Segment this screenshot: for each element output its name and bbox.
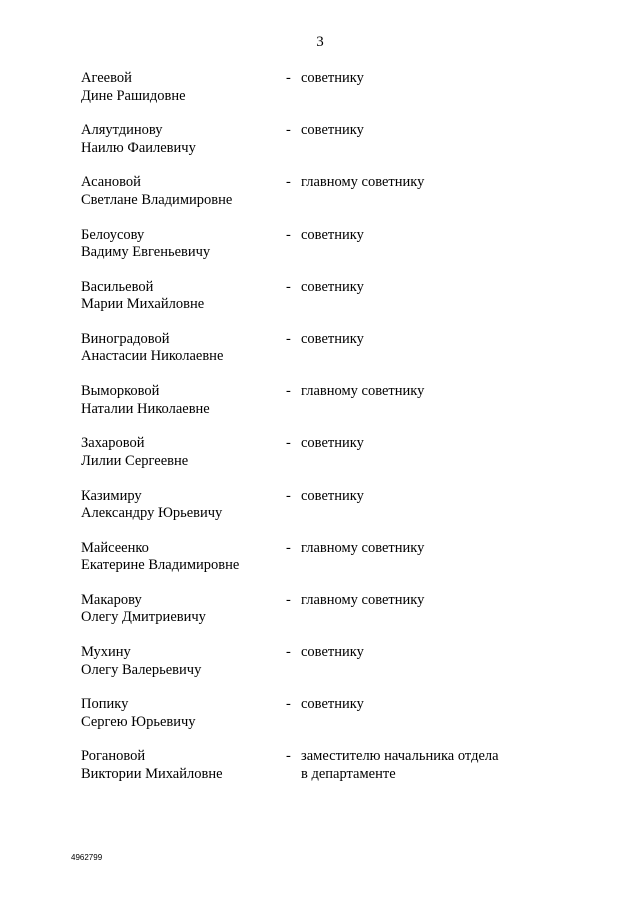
position-line: советнику — [301, 696, 364, 713]
list-item — [0, 435, 640, 487]
given-name: Светлане Владимировне — [81, 191, 233, 208]
surname: Майсеенко — [81, 539, 149, 556]
position-line: главному советнику — [301, 591, 425, 608]
position-title — [301, 70, 561, 88]
person-name — [81, 383, 281, 418]
given-name: Олегу Валерьевичу — [81, 661, 202, 678]
position-line: советнику — [301, 330, 364, 347]
given-name: Наилю Фаилевичу — [81, 139, 196, 156]
position-line: советнику — [301, 487, 364, 504]
list-item — [0, 696, 640, 748]
given-name: Сергею Юрьевичу — [81, 713, 196, 730]
appointment-list — [0, 70, 640, 801]
given-name: Александру Юрьевичу — [81, 505, 223, 521]
page-number: 3 — [316, 34, 324, 50]
dash: - — [286, 696, 291, 713]
person-name — [81, 227, 281, 262]
surname: Виноградовой — [81, 330, 170, 347]
position-title — [301, 383, 561, 401]
person-name — [81, 696, 281, 731]
position-line: главному советнику — [301, 174, 425, 191]
position-title — [301, 748, 561, 783]
position-line: главному советнику — [301, 539, 425, 556]
surname: Мухину — [81, 644, 131, 661]
surname: Аляутдинову — [81, 122, 163, 139]
dash: - — [286, 539, 291, 556]
position-line: советнику — [301, 435, 364, 452]
list-item — [0, 227, 640, 279]
person-name — [81, 174, 281, 209]
surname: Выморковой — [81, 383, 160, 400]
person-name — [81, 435, 281, 470]
given-name: Дине Рашидовне — [81, 87, 186, 104]
position-line: советнику — [301, 226, 364, 243]
position-line: главному советнику — [301, 383, 425, 400]
dash: - — [286, 174, 291, 191]
person-name — [81, 122, 281, 157]
dash: - — [286, 435, 291, 452]
given-name: Наталии Николаевне — [81, 400, 210, 417]
position-line: советнику — [301, 122, 364, 139]
given-name: Олегу Дмитриевичу — [81, 609, 206, 626]
position-title — [301, 488, 561, 506]
person-name — [81, 70, 281, 105]
person-name — [81, 748, 281, 783]
position-title — [301, 592, 561, 610]
surname: Попику — [81, 696, 129, 713]
position-line: советнику — [301, 644, 364, 661]
surname: Белоусову — [81, 226, 145, 243]
position-line: советнику — [301, 278, 364, 295]
list-item — [0, 279, 640, 331]
position-title — [301, 279, 561, 297]
list-item — [0, 383, 640, 435]
person-name — [81, 488, 281, 523]
given-name: Марии Михайловне — [81, 296, 205, 313]
position-title — [301, 644, 561, 662]
surname: Асановой — [81, 174, 141, 191]
dash: - — [286, 330, 291, 347]
given-name: Лилии Сергеевне — [81, 452, 189, 469]
dash: - — [286, 70, 291, 86]
given-name: Анастасии Николаевне — [81, 348, 224, 365]
list-item — [0, 748, 640, 800]
dash: - — [286, 278, 291, 295]
dash: - — [286, 644, 291, 661]
position-title — [301, 331, 561, 349]
position-line: советнику — [301, 70, 364, 86]
person-name — [81, 592, 281, 627]
surname: Захаровой — [81, 435, 145, 452]
person-name — [81, 279, 281, 314]
dash: - — [286, 487, 291, 504]
list-item — [0, 644, 640, 696]
surname: Казимиру — [81, 487, 142, 504]
list-item — [0, 592, 640, 644]
dash: - — [286, 226, 291, 243]
dash: - — [286, 748, 291, 765]
list-item — [0, 331, 640, 383]
surname: Васильевой — [81, 278, 154, 295]
position-title — [301, 227, 561, 245]
list-item — [0, 540, 640, 592]
given-name: Виктории Михайловне — [81, 765, 223, 782]
position-title — [301, 540, 561, 558]
surname: Рогановой — [81, 748, 146, 765]
position-title — [301, 174, 561, 192]
position-title — [301, 122, 561, 140]
dash: - — [286, 122, 291, 139]
list-item — [0, 70, 640, 122]
position-line: в департаменте — [301, 765, 396, 782]
position-title — [301, 696, 561, 714]
person-name — [81, 540, 281, 575]
surname: Агеевой — [81, 70, 132, 86]
dash: - — [286, 591, 291, 608]
list-item — [0, 488, 640, 540]
position-line: заместителю начальника отдела — [301, 748, 499, 765]
given-name: Вадиму Евгеньевичу — [81, 244, 211, 261]
person-name — [81, 644, 281, 679]
given-name: Екатерине Владимировне — [81, 557, 240, 574]
surname: Макарову — [81, 591, 142, 608]
dash: - — [286, 383, 291, 400]
person-name — [81, 331, 281, 366]
list-item — [0, 122, 640, 174]
position-title — [301, 435, 561, 453]
document-id: 4962799 — [71, 853, 103, 862]
list-item — [0, 174, 640, 226]
